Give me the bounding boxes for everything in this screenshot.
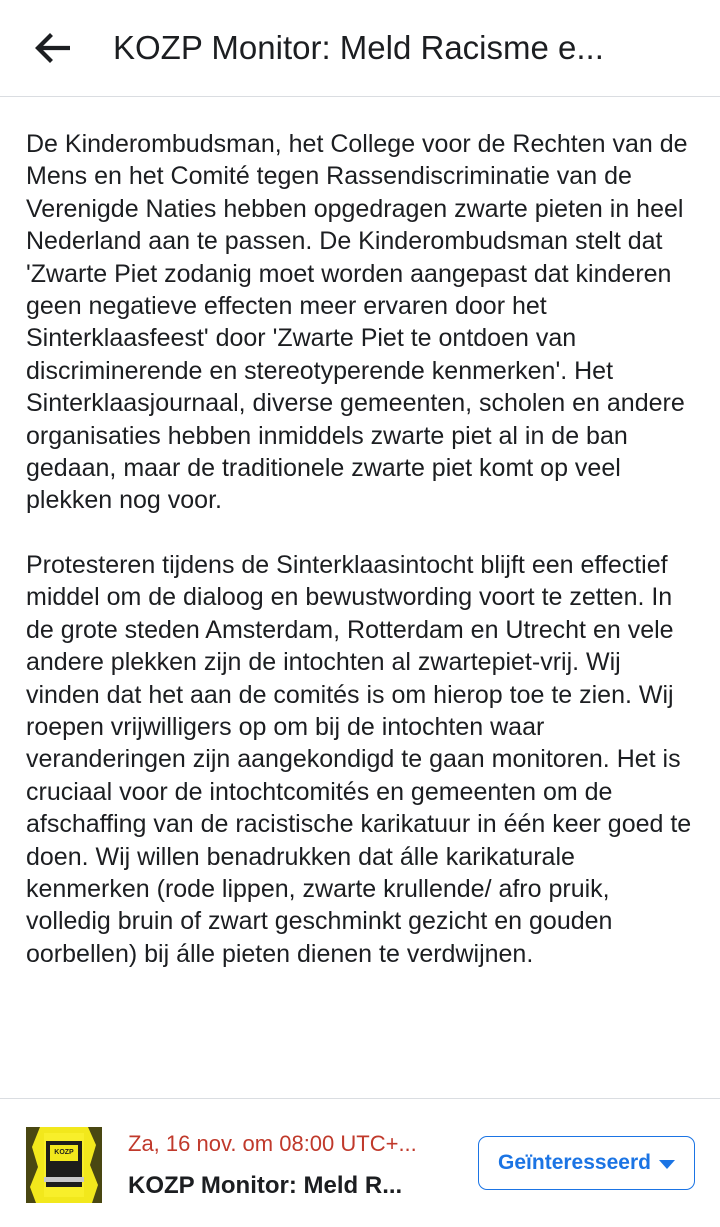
interested-button-label: Geïnteresseerd: [498, 1151, 651, 1174]
top-bar: [0, 0, 720, 97]
event-name[interactable]: KOZP Monitor: Meld R...: [128, 1172, 403, 1199]
interested-button[interactable]: [478, 1136, 695, 1190]
event-description: [26, 128, 701, 970]
kozp-logo-icon: [26, 1127, 102, 1203]
page-title: KOZP Monitor: Meld Racisme e...: [113, 29, 604, 66]
event-thumbnail[interactable]: [26, 1127, 102, 1203]
arrow-left-icon: [34, 33, 70, 63]
svg-text:KOZP: KOZP: [54, 1149, 74, 1156]
event-date: Za, 16 nov. om 08:00 UTC+...: [128, 1131, 417, 1156]
back-button[interactable]: [26, 22, 78, 74]
caret-down-icon: [659, 1160, 675, 1169]
description-paragraph-1: De Kinderombudsman, het College voor de Rechten van de Mens en het Comité tegen Rassendiscriminatie van de Verenigde Naties hebben opgedragen zwarte pieten in heel Nederland aan te passen. De Kinderombudsman stelt dat 'Zwarte Piet zodanig moet worden aangepast dat kinderen geen negatieve effecten meer ervaren door het Sinterklaasfeest' door 'Zwarte Piet te ontdoen van discriminerende en stereotyperende kenmerken'. Het Sinterklaasjournaal, diverse gemeenten, scholen en andere organisaties hebben inmiddels zwarte piet al in de ban gedaan, maar de traditionele zwarte piet komt op veel plekken nog voor.: [26, 130, 688, 515]
event-footer-bar: [0, 1098, 720, 1227]
description-paragraph-2: Protesteren tijdens de Sinterklaasintocht blijft een effectief middel om de dialoog en bewustwording voort te zetten. In de grote steden Amsterdam, Rotterdam en Utrecht en vele andere plekken zijn de intochten al zwartepiet-vrij. Wij vinden dat het aan de comités is om hierop toe te zien. Wij roepen vrijwilligers op om bij de intochten waar veranderingen zijn aangekondigd te gaan monitoren. Het is cruciaal voor de intochtcomités en gemeenten om de afschaffing van de racistische karikatuur in één keer goed te doen. Wij willen benadrukken dat álle karikaturale kenmerken (rode lippen, zwarte krullende/ afro pruik, volledig bruin of zwart geschminkt gezicht en gouden oorbellen) bij álle pieten dienen te verdwijnen.: [26, 550, 692, 968]
